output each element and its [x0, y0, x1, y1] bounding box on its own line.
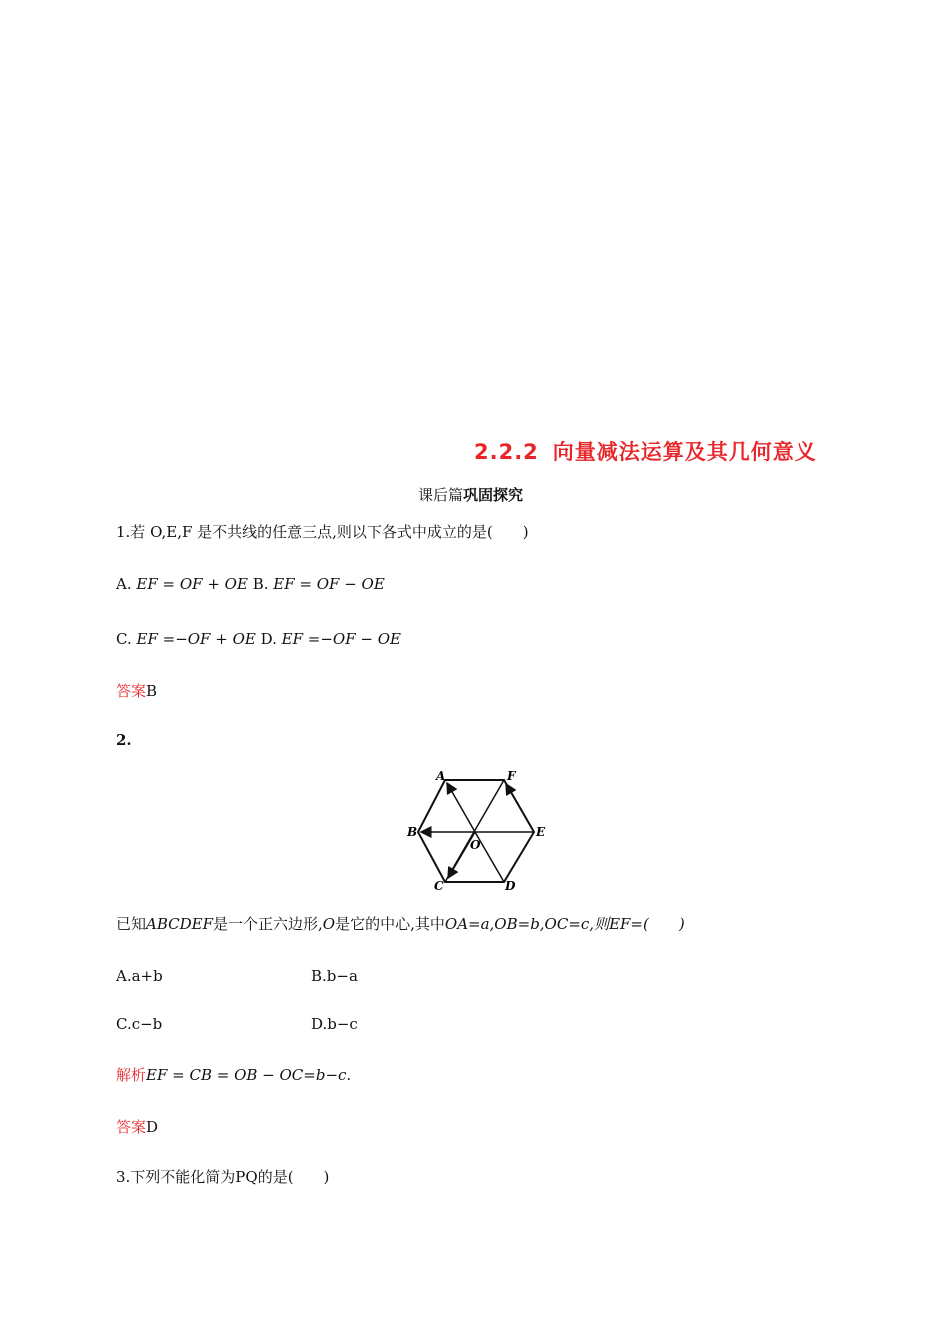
q1-optC-label: C.: [116, 630, 132, 648]
q2-stem-vecs: OA=a,OB=b,OC=c,则EF=( ): [444, 915, 685, 933]
q2-stem-hex: ABCDEF: [146, 915, 214, 933]
label-F: F: [507, 769, 516, 783]
hexagon-outline: [418, 780, 534, 882]
q2-analysis-text: EF = CB = OB − OC=b−c.: [146, 1066, 352, 1084]
label-E: E: [536, 825, 546, 839]
q1-answer-value: B: [146, 682, 158, 700]
label-C: C: [434, 879, 444, 893]
q1-optB: EF = OF − OE: [273, 575, 385, 593]
q1-optB-label: B.: [252, 575, 269, 593]
q2-optD: D.b−c: [311, 1015, 358, 1033]
label-D: D: [505, 879, 516, 893]
q2-analysis: [116, 1065, 351, 1085]
q2-optB: B.b−a: [311, 967, 358, 985]
q2-answer-value: D: [146, 1118, 159, 1136]
section-title-text: 向量减法运算及其几何意义: [552, 440, 817, 464]
vector-ef: [506, 784, 534, 832]
q2-stem-b: 是一个正六边形,: [213, 915, 323, 933]
label-O: O: [470, 838, 481, 852]
q1-optA-label: A.: [116, 575, 132, 593]
q2-optA: A.a+b: [116, 967, 163, 985]
q1-optD-label: D.: [260, 630, 277, 648]
q1-optC: EF =−OF + OE: [136, 630, 256, 648]
section-number: 2.2.2: [474, 440, 539, 464]
q1-options-ab: [116, 574, 385, 594]
label-B: B: [407, 825, 418, 839]
q2-optC: C.c−b: [116, 1015, 163, 1033]
subtitle-bold: 巩固探究: [463, 486, 524, 504]
q1-answer: [116, 680, 157, 701]
hexagon-figure: [400, 766, 550, 896]
subtitle-plain: 课后篇: [418, 486, 464, 504]
q2-stem-a: 已知: [116, 915, 147, 933]
q2-stem: [116, 914, 685, 934]
label-A: A: [436, 769, 446, 783]
q1-stem: 1.若 O,E,F 是不共线的任意三点,则以下各式中成立的是( ): [116, 523, 529, 541]
section-title: [474, 436, 817, 466]
q2-stem-c: 是它的中心,其中: [335, 915, 445, 933]
q2-analysis-label: 解析: [116, 1066, 147, 1084]
vector-oa: [447, 783, 475, 832]
q2-number: 2.: [116, 731, 132, 749]
q1-optA: EF = OF + OE: [136, 575, 248, 593]
q2-answer-label: 答案: [116, 1118, 147, 1136]
q3-stem: 3.下列不能化简为PQ的是( ): [116, 1168, 330, 1186]
q1-answer-label: 答案: [116, 682, 147, 700]
section-subtitle: [418, 484, 523, 505]
q1-optD: EF =−OF − OE: [281, 630, 401, 648]
q2-stem-o: O: [322, 915, 336, 933]
q2-answer: [116, 1116, 158, 1137]
q1-options-cd: [116, 629, 401, 649]
